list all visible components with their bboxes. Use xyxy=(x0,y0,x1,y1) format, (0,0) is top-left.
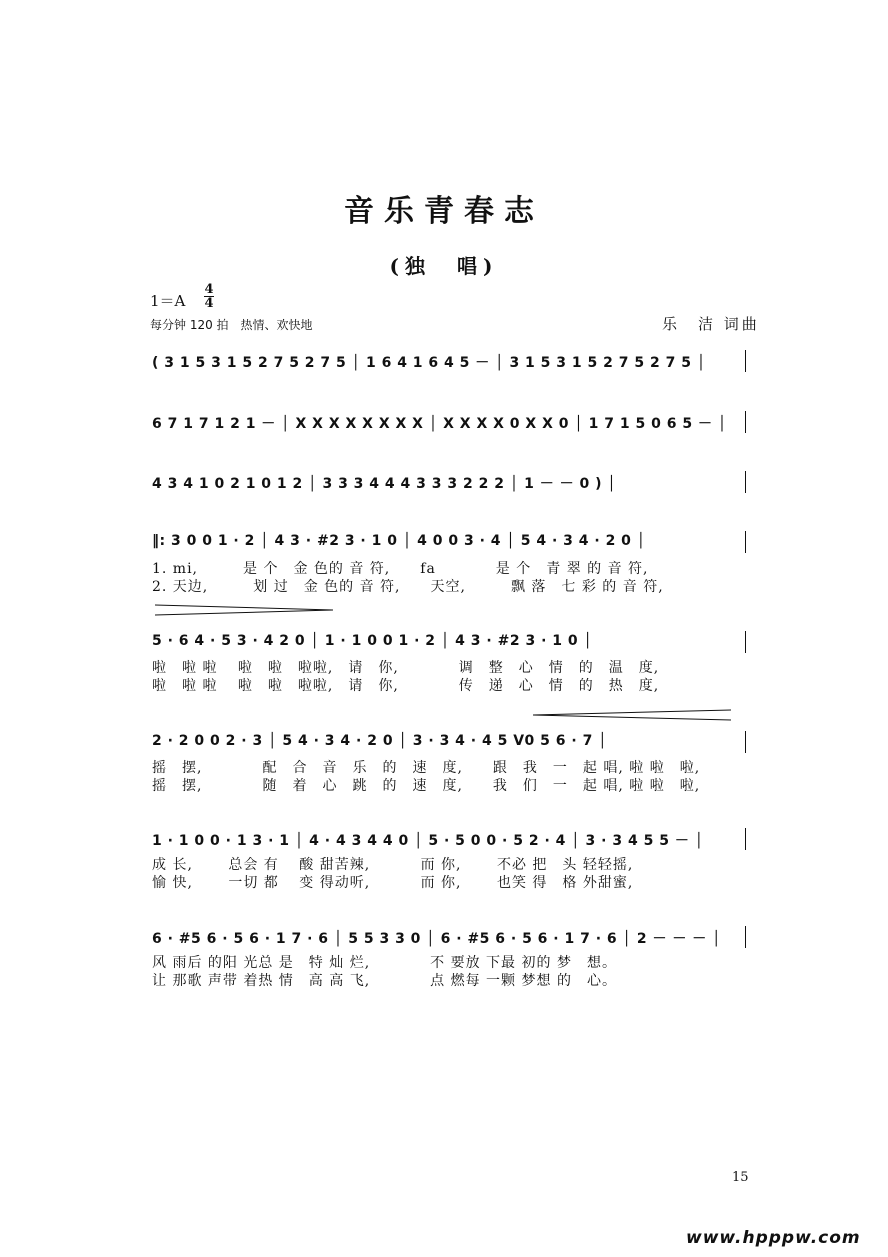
key-signature: 1＝A xyxy=(150,292,186,310)
crescendo-hairpin xyxy=(155,603,335,617)
intro-line-3: 4 3 4 1 0 2 1 0 1 2 │ 3 3 3 4 4 4 3 3 3 2 2 2 │ 1 － － 0 ) │ xyxy=(152,476,617,492)
tempo-marking: 每分钟 120 拍 热情、欢快地 xyxy=(150,318,313,332)
lyric-row-4-verse-2: 愉 快, 一切 都 变 得动听, 而 你, 也笑 得 格 外甜蜜, xyxy=(152,875,634,891)
lyric-row-2-verse-2: 啦 啦 啦 啦 啦 啦啦, 请 你, 传 递 心 情 的 热 度, xyxy=(152,678,660,694)
lyric-row-5-verse-1: 风 雨后 的阳 光总 是 特 灿 烂, 不 要放 下最 初的 梦 想。 xyxy=(152,955,617,971)
lyric-row-3-verse-1: 摇 摆, 配 合 音 乐 的 速 度, 跟 我 一 起 唱, 啦 啦 啦, xyxy=(152,760,701,776)
system-end-barline xyxy=(745,350,746,372)
notation-row-2: 5 · 6 4 · 5 3 · 4 2 0 │ 1 · 1 0 0 1 · 2 │ 4 3 · #2 3 · 1 0 │ xyxy=(152,633,593,649)
time-signature-bottom: 4 xyxy=(204,296,214,311)
song-subtitle: (独 唱) xyxy=(389,254,499,278)
watermark-text: www.hpppw.com xyxy=(686,1228,861,1248)
system-end-barline xyxy=(745,531,746,553)
system-end-barline xyxy=(745,631,746,653)
intro-line-2: 6 7 1 7 1 2 1 － │ X X X X X X X X │ X X X X 0 X X 0 │ 1 7 1 5 0 6 5 － │ xyxy=(152,416,727,432)
lyric-row-2-verse-1: 啦 啦 啦 啦 啦 啦啦, 请 你, 调 整 心 情 的 温 度, xyxy=(152,660,660,676)
notation-row-4: 1 · 1 0 0 · 1 3 · 1 │ 4 · 4 3 4 4 0 │ 5 · 5 0 0 · 5 2 · 4 │ 3 · 3 4 5 5 － │ xyxy=(152,833,704,849)
notation-row-5: 6 · #5 6 · 5 6 · 1 7 · 6 │ 5 5 3 3 0 │ 6 · #5 6 · 5 6 · 1 7 · 6 │ 2 － － － │ xyxy=(152,931,721,947)
page-number: 15 xyxy=(732,1170,749,1185)
time-signature-top: 4 xyxy=(204,282,214,297)
notation-row-1: ‖: 3 0 0 1 · 2 │ 4 3 · #2 3 · 1 0 │ 4 0 0 3 · 4 │ 5 4 · 3 4 · 2 0 │ xyxy=(152,533,646,549)
lyric-row-1-verse-2: 2. 天边, 划 过 金 色的 音 符, 天空, 飘 落 七 彩 的 音 符, xyxy=(152,579,664,595)
composer-credit: 乐 洁 词曲 xyxy=(662,315,760,333)
system-end-barline xyxy=(745,731,746,753)
lyric-row-4-verse-1: 成 长, 总会 有 酸 甜苦辣, 而 你, 不必 把 头 轻轻摇, xyxy=(152,857,634,873)
decrescendo-hairpin xyxy=(533,708,733,722)
lyric-row-1-verse-1: 1. mi, 是 个 金 色的 音 符, fa 是 个 青 翠 的 音 符, xyxy=(152,561,649,577)
system-end-barline xyxy=(745,926,746,948)
intro-line-1: ( 3 1 5 3 1 5 2 7 5 2 7 5 │ 1 6 4 1 6 4 5 － │ 3 1 5 3 1 5 2 7 5 2 7 5 │ xyxy=(152,355,706,371)
song-title: 音乐青春志 xyxy=(344,194,544,229)
notation-row-3: 2 · 2 0 0 2 · 3 │ 5 4 · 3 4 · 2 0 │ 3 · 3 4 · 4 5 V0 5 6 · 7 │ xyxy=(152,733,608,749)
system-end-barline xyxy=(745,471,746,493)
lyric-row-5-verse-2: 让 那歌 声带 着热 情 高 高 飞, 点 燃每 一颗 梦想 的 心。 xyxy=(152,973,617,989)
system-end-barline xyxy=(745,411,746,433)
system-end-barline xyxy=(745,828,746,850)
lyric-row-3-verse-2: 摇 摆, 随 着 心 跳 的 速 度, 我 们 一 起 唱, 啦 啦 啦, xyxy=(152,778,701,794)
time-signature xyxy=(204,283,214,310)
